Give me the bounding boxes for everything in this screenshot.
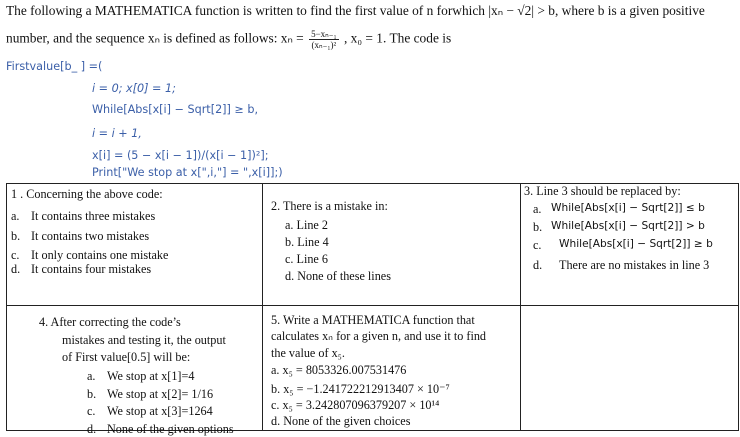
q5-option-b[interactable]: b. x₅ = −1.241722212913407 × 10⁻⁷ — [271, 382, 450, 396]
q4-option-a[interactable]: a. We stop at x[1]=4 — [87, 369, 195, 383]
fraction-numerator: 5−xₙ₋₁ — [311, 29, 337, 39]
q1-option-b[interactable]: b. It contains two mistakes — [11, 229, 150, 243]
q5-option-c[interactable]: c. x₅ = 3.242807096379207 × 10¹⁴ — [271, 398, 440, 412]
statement-line-2-suffix: , x₀ = 1. The code is — [343, 30, 452, 46]
q4-option-d[interactable]: d. None of the given options — [87, 422, 234, 436]
q5-option-a[interactable]: a. x₅ = 8053326.007531476 — [271, 363, 407, 377]
empty-cell — [521, 306, 739, 431]
question-3-cell — [521, 184, 739, 306]
code-line-1: Firstvalue[b_ ] =( — [6, 60, 103, 73]
q3-option-a[interactable]: a. While[Abs[x[i] − Sqrt[2]] ≤ b — [533, 202, 705, 216]
q4-option-c[interactable]: c. We stop at x[3]=1264 — [87, 404, 213, 418]
q1-option-c[interactable]: c. It only contains one mistake — [11, 248, 169, 262]
statement-line-1: The following a MATHEMATICA function is written to find the first value of n forwhich |xₙ − √2| > b, where b is a given positive — [6, 3, 705, 18]
statement-line-2-prefix: number, and the sequence xₙ is defined as follows: xₙ = — [6, 30, 304, 46]
question-1-cell — [7, 184, 263, 306]
code-line-4: i = i + 1, — [92, 127, 142, 140]
question-1-text: 1 . Concerning the above code: — [11, 187, 163, 201]
questions-table — [6, 183, 739, 436]
question-4-cell — [7, 306, 263, 436]
code-line-2: i = 0; x[0] = 1; — [92, 82, 176, 95]
q3-option-b[interactable]: b. While[Abs[x[i] − Sqrt[2]] > b — [533, 220, 705, 234]
code-line-3: While[Abs[x[i] − Sqrt[2]] ≥ b, — [92, 103, 259, 116]
q2-option-a[interactable]: a. Line 2 — [285, 218, 328, 232]
q3-option-c[interactable]: c. While[Abs[x[i] − Sqrt[2]] ≥ b — [533, 238, 713, 252]
q1-option-a[interactable]: a. It contains three mistakes — [11, 209, 156, 223]
q2-option-b[interactable]: b. Line 4 — [285, 235, 329, 249]
q2-option-c[interactable]: c. Line 6 — [285, 252, 328, 266]
question-4-line-3: of First value[0.5] will be: — [62, 350, 191, 364]
question-5-cell — [263, 306, 521, 431]
q5-option-d[interactable]: d. None of the given choices — [271, 414, 411, 428]
question-4-line-2: mistakes and testing it, the output — [62, 333, 226, 347]
q4-option-b[interactable]: b. We stop at x[2]= 1/16 — [87, 387, 214, 401]
question-5-line-3: the value of x₅. — [271, 346, 345, 360]
question-3-text: 3. Line 3 should be replaced by: — [524, 184, 681, 198]
question-2-cell — [263, 184, 521, 306]
statement-line-2 — [6, 29, 451, 50]
q3-option-d[interactable]: d. There are no mistakes in line 3 — [533, 258, 710, 272]
question-2-text: 2. There is a mistake in: — [271, 199, 388, 213]
question-5-line-2: calculates xₙ for a given n, and use it to find — [271, 329, 487, 343]
question-4-line-1: 4. After correcting the code’s — [39, 315, 181, 329]
code-line-6: Print["We stop at x[",i,"] = ",x[i]];) — [92, 166, 283, 179]
code-line-5: x[i] = (5 − x[i − 1])/(x[i − 1])²]; — [92, 149, 269, 162]
recurrence-fraction — [309, 29, 339, 50]
q1-option-d[interactable]: d. It contains four mistakes — [11, 262, 152, 276]
q2-option-d[interactable]: d. None of these lines — [285, 269, 391, 283]
question-5-line-1: 5. Write a MATHEMATICA function that — [271, 313, 475, 327]
fraction-denominator: (xₙ₋₁)² — [311, 40, 337, 50]
